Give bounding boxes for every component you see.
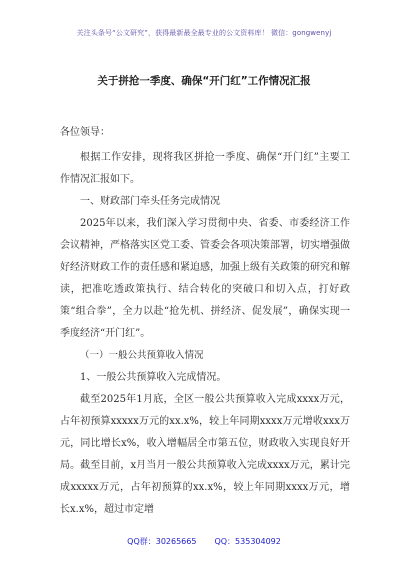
qq-number-text: QQ：535304092	[214, 537, 281, 546]
document-body	[60, 122, 350, 521]
contact-footer	[0, 536, 408, 547]
promo-header: 关注头条号“公文研究”，获得最新最全最专业的公文资料库！ 微信：gongwenyj	[76, 29, 332, 37]
qq-group-text: QQ群：30265665	[127, 537, 197, 546]
salutation: 各位领导：	[60, 127, 110, 138]
body-paragraph: 截至2025年1月底，全区一般公共预算收入完成xxxx万元，占年初预算xxxxx万元的xx.x%，较上年同期xxxx万元增收xxx万元，同比增长x%，收入增幅居全市第五位，财政收入实现良好开局。截至目前，x月当月一般公共预算收入完成xxxx万元，累计完成xxxxx万元，占年初预算的xx.x%，较上年同期xxxx万元，增长x.x%，超过市定增	[60, 394, 350, 515]
item-heading: 1、一般公共预算收入完成情况。	[80, 372, 227, 383]
section-heading: 一、财政部门牵头任务完成情况	[80, 196, 220, 207]
intro-paragraph: 根据工作安排，现将我区拼抢一季度、确保“开门红”主要工作情况汇报如下。	[60, 152, 350, 185]
subsection-heading: （一）一般公共预算收入情况	[80, 350, 204, 361]
body-paragraph: 2025年以来，我们深入学习贯彻中央、省委、市委经济工作会议精神，严格落实区党工委、管委会各项决策部署，切实增强做好经济财政工作的责任感和紧迫感，加强上级有关政策的研究和解读，把准吃透政策执行、结合转化的突破口和切入点，打好政策“组合拳”，全力以赴“抢先机、拼经济、促发展”，确保实现一季度经济“开门红”。	[60, 218, 350, 339]
document-title: 关于拼抢一季度、确保“开门红”工作情况汇报	[97, 75, 311, 87]
